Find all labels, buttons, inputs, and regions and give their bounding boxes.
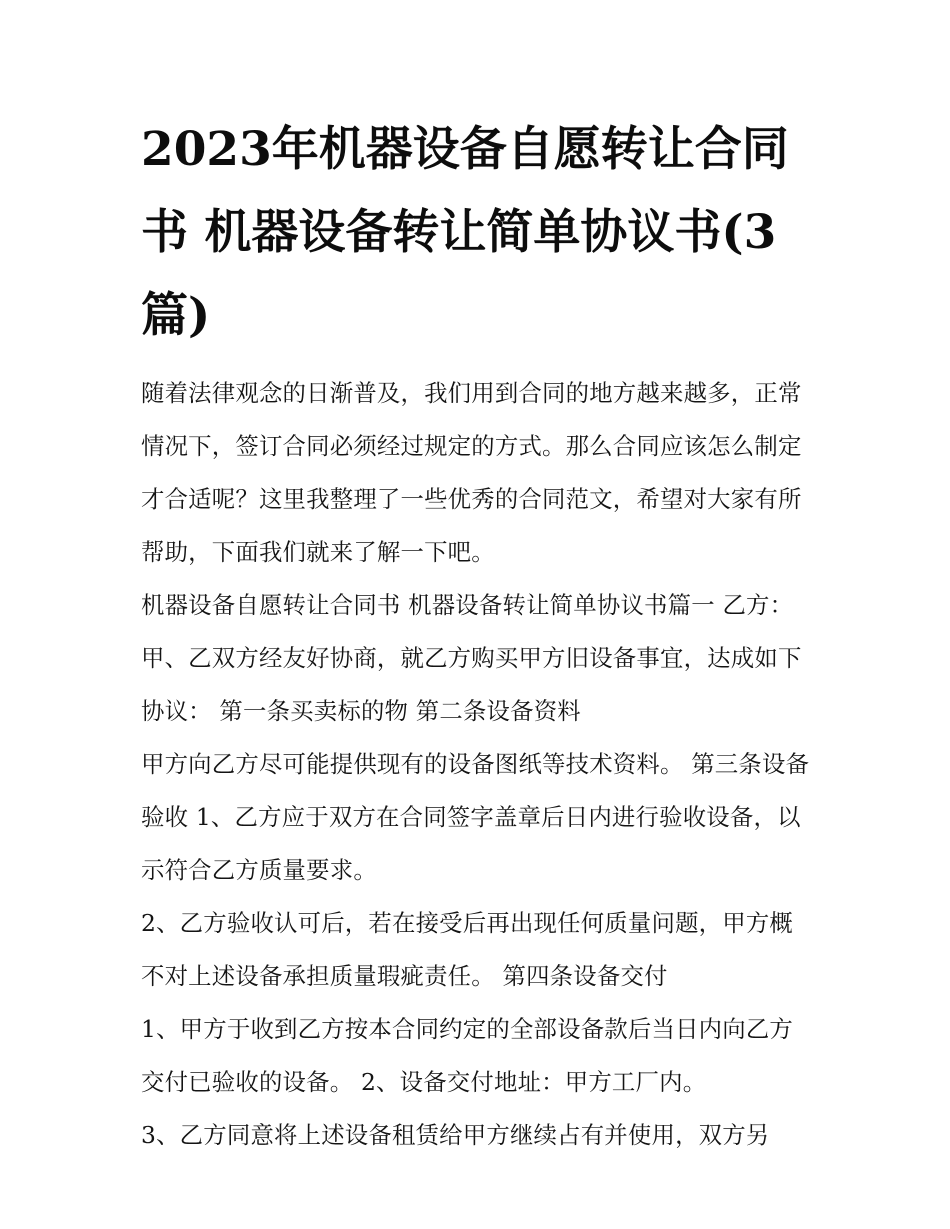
document-body [141,367,813,1162]
document-title: 2023年机器设备自愿转让合同书 机器设备转让简单协议书(3篇) [141,122,789,343]
paragraph-clause-three-item-2: 2、乙方验收认可后，若在接受后再出现任何质量问题，甲方概不对上述设备承担质量瑕疵责任。 第四条设备交付 [141,909,794,990]
paragraph-clause-four-item-1: 1、甲方于收到乙方按本合同约定的全部设备款后当日内向乙方交付已验收的设备。 2、设备交付地址：甲方工厂内。 [141,1015,794,1096]
paragraph-clause-three: 甲方向乙方尽可能提供现有的设备图纸等技术资料。 第三条设备验收 1、乙方应于双方在合同签字盖章后日内进行验收设备，以示符合乙方质量要求。 [141,750,810,884]
paragraph-intro: 随着法律观念的日渐普及，我们用到合同的地方越来越多，正常情况下，签订合同必须经过规定的方式。那么合同应该怎么制定才合适呢？这里我整理了一些优秀的合同范文，希望对大家有所帮助，下面我们就来了解一下吧。 [141,379,802,566]
paragraph-clause-four-item-3: 3、乙方同意将上述设备租赁给甲方继续占有并使用，双方另 [141,1121,770,1149]
document-page [141,108,813,1162]
paragraph-part-one: 机器设备自愿转让合同书 机器设备转让简单协议书篇一 乙方： 甲、乙双方经友好协商，就乙方购买甲方旧设备事宜，达成如下协议： 第一条买卖标的物 第二条设备资料 [141,591,802,725]
